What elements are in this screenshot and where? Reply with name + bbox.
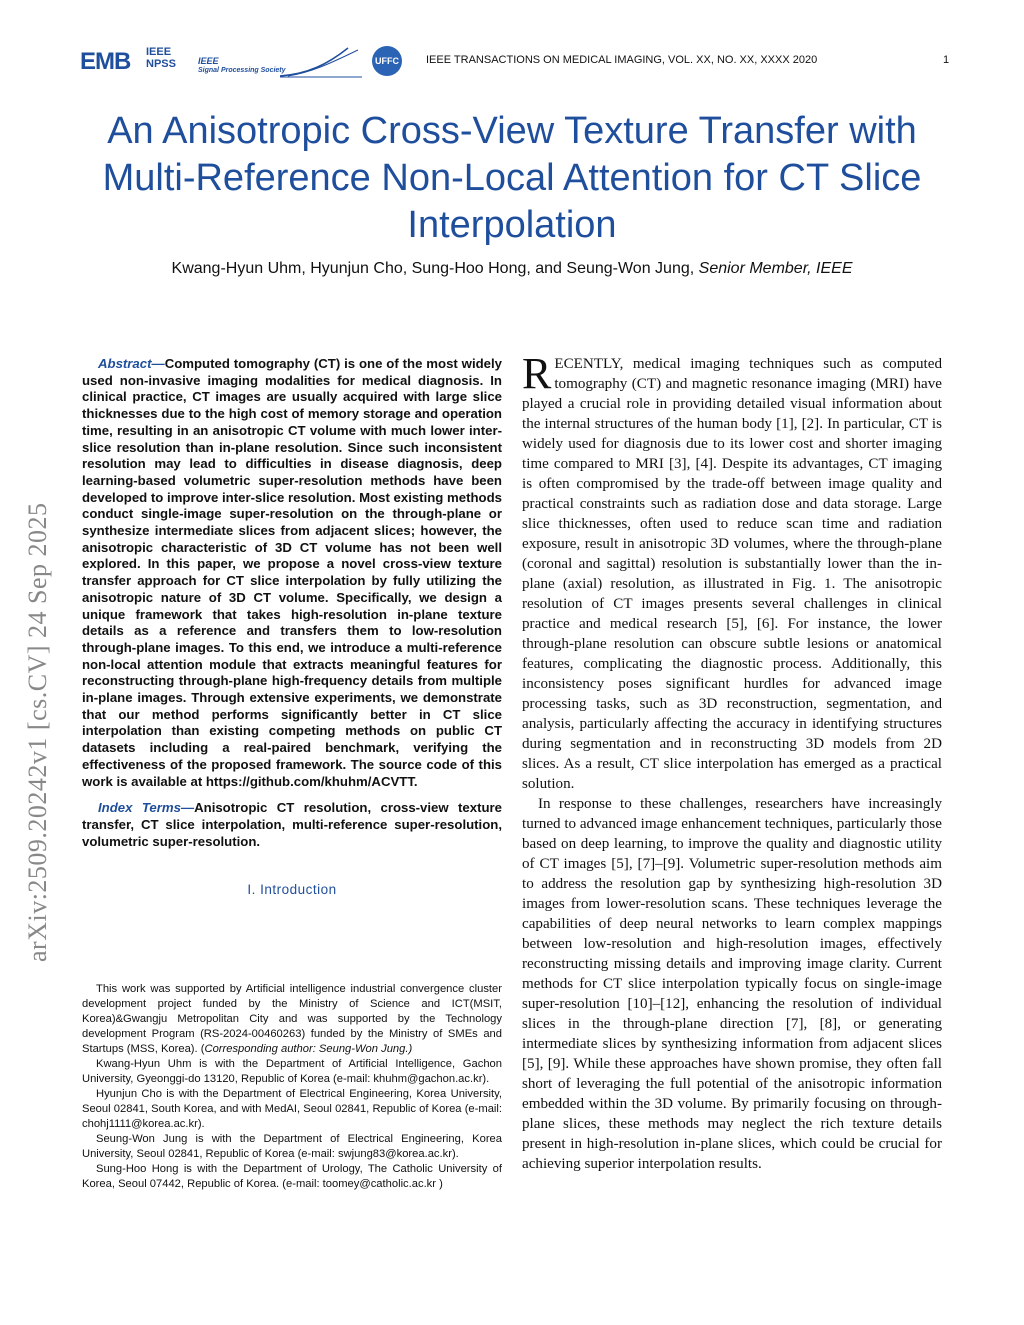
footnote-affiliation: Seung-Won Jung is with the Department of Electrical Engineering, Korea University, Seoul 02841, Republic of Korea (e-mail: swjung83@korea.ac.kr). (82, 1133, 502, 1160)
left-column (82, 356, 502, 897)
signal-processing-society-logo (198, 56, 286, 76)
author-names: Kwang-Hyun Uhm, Hyunjun Cho, Sung-Hoo Hong, and Seung-Won Jung, (171, 260, 695, 277)
footnote-affiliation: Sung-Hoo Hong is with the Department of Urology, The Catholic University of Korea, Seoul 07442, Republic of Korea. (e-mail: toomey@catholic.ac.kr ) (82, 1163, 502, 1190)
footnote-funding-text: This work was supported by Artificial intelligence industrial convergence cluster development project funded by the Ministry of Science and ICT(MSIT, Korea)&Gwangju Metropolitan City and was supported by the Technology development Program (RS-2024-00460263) funded by the Ministry of SMEs and Startups (MSS, Korea). ( (82, 983, 502, 1055)
arxiv-stamp: arXiv:2509.20242v1 [cs.CV] 24 Sep 2025 (23, 502, 52, 962)
footnote-affiliation: Hyunjun Cho is with the Department of Electrical Engineering, Korea University, Seoul 02841, South Korea, and with MedAI, Seoul 02841, Republic of Korea (e-mail: chohj1111@korea.ac.kr). (82, 1088, 502, 1130)
paper-title: An Anisotropic Cross-View Texture Transfer with Multi-Reference Non-Local Attention for CT Slice Interpolation (102, 110, 922, 246)
sps-logo-top: IEEE (198, 56, 219, 66)
index-terms-text: Anisotropic CT resolution, cross-view texture transfer, CT slice interpolation, multi-reference super-resolution, volumetric super-resolution. (82, 800, 502, 849)
index-terms-label: Index Terms— (98, 800, 195, 816)
swoosh-logo-icon (278, 44, 364, 80)
uffc-logo: UFFC (372, 46, 402, 76)
page-number: 1 (943, 54, 950, 66)
footnote-funding (82, 982, 502, 1057)
footnote-corresponding: Corresponding author: Seung-Won Jung.) (204, 1043, 413, 1055)
npss-logo-text: NPSS (146, 58, 176, 70)
abstract-label: Abstract— (98, 356, 165, 371)
drop-cap: R (522, 349, 552, 398)
intro-paragraph-2: In response to these challenges, researchers have increasingly turned to advanced image enhancement techniques, particularly those based on deep learning, to improve the quality and diagnostic utility of CT images [5], [7]–[9]. Volumetric super-resolution methods aim to address the resolution gap by synthesizing high-resolution 3D images from lower-resolution scans. These techniques leverage the capabilities of deep neural networks to learn complex mappings between low-resolution and high-resolution images, effectively reconstructing missing details and improving image clarity. Current methods for CT slice interpolation typically focus on single-image super-resolution [10]–[12], enhancing the resolution of individual slices in the through-plane direction [7], [8], or generating intermediate slices by synthesizing information from adjacent slices [5], [9]. While these approaches have shown promise, they often fall short of leveraging the full potential of the anisotropic information embedded within the 3D volume. By primarily focusing on through-plane slices, these methods may neglect the rich texture details present in high-resolution in-plane slices, which could be crucial for achieving superior interpolation results. (522, 796, 942, 1172)
intro-paragraph-1 (522, 349, 942, 794)
intro-paragraph-1-text: ECENTLY, medical imaging techniques such as computed tomography (CT) and magnetic resonance imaging (MRI) have played a crucial role in providing detailed visual information about the internal structures of the human body [1], [2]. In particular, CT is widely used for diagnosis due to its lower cost and shorter imaging time compared to MRI [3], [4]. Despite its advantages, CT imaging is often compromised by the trade-off between image quality and practical constraints such as radiation dose and data storage. Large slice thicknesses, often used to reduce scan time and radiation exposure, result in anisotropic 3D volumes, where the through-plane (coronal and sagittal) resolution is substantially lower than the in-plane (axial) resolution, as illustrated in Fig. 1. The anisotropic resolution of CT images presents several challenges in clinical practice and medical research [5], [6]. For instance, the lower through-plane resolution can obscure subtle lesions or anatomical features, complicating the diagnostic process. Additionally, this inconsistency poses significant hurdles for advanced image processing tasks, such as 3D reconstruction, segmentation, and analysis, particularly affecting the accuracy in identifying structures during segmentation and in reconstructing 3D models from 2D slices. As a result, CT slice interpolation has emerged as a practical solution. (522, 356, 942, 792)
ieee-npss-logo (146, 46, 176, 70)
abstract (82, 356, 502, 790)
author-membership: Senior Member, IEEE (698, 260, 853, 277)
index-terms (82, 800, 502, 850)
ieee-logo-text: IEEE (146, 46, 172, 58)
section-heading-introduction: I. Introduction (247, 882, 337, 898)
sps-logo-bottom: Signal Processing Society (198, 67, 286, 74)
abstract-text: Computed tomography (CT) is one of the most widely used non-invasive imaging modalities for medical diagnosis. In clinical practice, CT images are usually acquired with large slice thicknesses due to the high cost of memory storage and operation time, resulting in an anisotropic CT volume with much lower inter-slice resolution than in-plane resolution. Since such inconsistent resolution may lead to difficulties in disease diagnosis, deep learning-based volumetric super-resolution methods have been developed to improve inter-slice resolution. Most existing methods conduct single-image super-resolution on the through-plane or synthesize intermediate slices from adjacent slices; however, the anisotropic characteristic of 3D CT volume has not been well explored. In this paper, we propose a novel cross-view texture transfer approach for CT slice interpolation by fully utilizing the anisotropic nature of 3D CT volume. Specifically, we design a unique framework that takes high-resolution in-plane texture details as a reference and transfers them to low-resolution through-plane images. To this end, we introduce a multi-reference non-local attention module that extracts meaningful features for reconstructing through-plane high-frequency details from multiple in-plane images. Through extensive experiments, we demonstrate that our method performs significantly better in CT slice interpolation than existing competing methods on public CT datasets including a real-paired benchmark, verifying the effectiveness of the proposed framework. The source code of this work is available at https://github.com/khuhm/ACVTT. (82, 356, 502, 789)
society-logos (80, 40, 420, 84)
right-column (522, 349, 942, 1174)
journal-header: IEEE TRANSACTIONS ON MEDICAL IMAGING, VOL. XX, NO. XX, XXXX 2020 (426, 54, 818, 66)
emb-logo: EMB (80, 48, 131, 75)
author-line (60, 260, 964, 278)
footnotes (82, 982, 502, 1192)
footnote-affiliation: Kwang-Hyun Uhm is with the Department of Artificial Intelligence, Gachon University, Gyeonggi-do 13120, Republic of Korea (e-mail: khuhm@gachon.ac.kr). (82, 1058, 502, 1085)
